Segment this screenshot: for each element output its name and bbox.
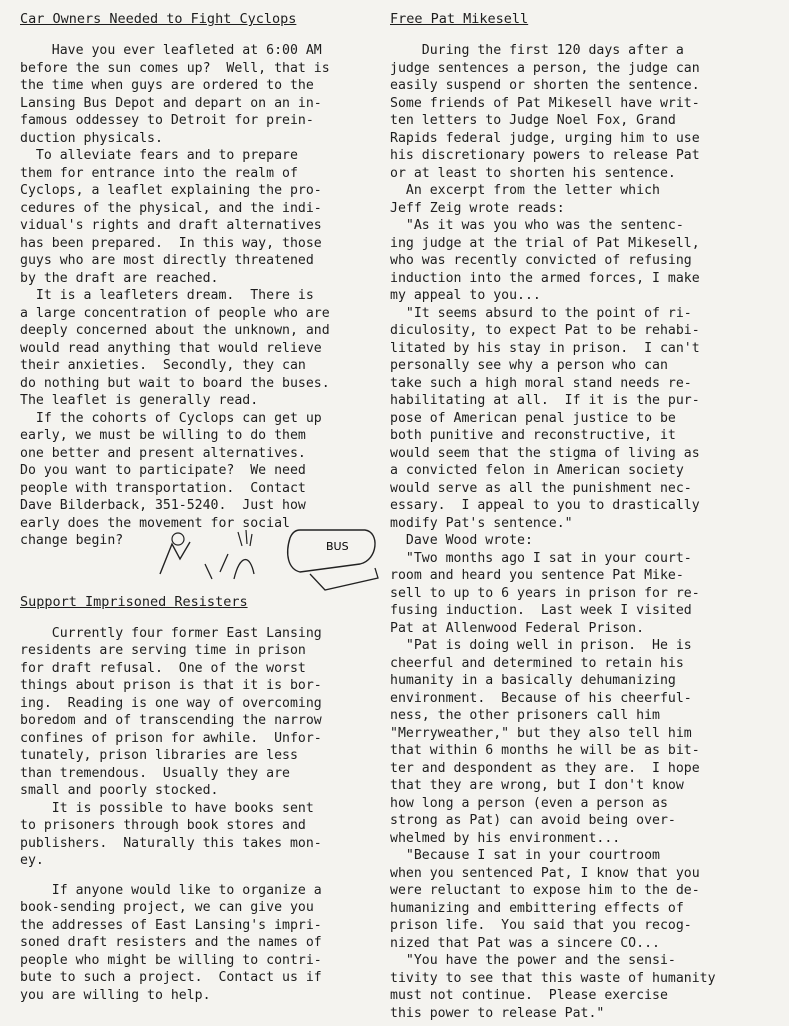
text-line: publishers. Naturally this takes mon- xyxy=(20,835,322,851)
sketch-figure-stroke-2 xyxy=(205,554,254,579)
text-line: Dave Bilderback, 351-5240. Just how xyxy=(20,498,306,513)
text-line: induction into the armed forces, I make xyxy=(390,270,700,286)
text-line: prison life. You said that you recog- xyxy=(390,918,692,933)
right-column xyxy=(390,10,768,1022)
text-line: ey. xyxy=(20,853,44,868)
text-line: has been prepared. In this way, those xyxy=(20,235,322,251)
text-line: sell to up to 6 years in prison for re- xyxy=(390,585,700,601)
text-line: how long a person (even a person as xyxy=(390,795,668,811)
text-line: "Two months ago I sat in your court- xyxy=(390,550,692,566)
text-line: litated by his stay in prison. I can't xyxy=(390,340,700,356)
text-line: people with transportation. Contact xyxy=(20,480,306,496)
text-line: bute to such a project. Contact us if xyxy=(20,970,322,985)
text-line: people who might be willing to contri- xyxy=(20,952,322,968)
text-line: Some friends of Pat Mikesell have writ- xyxy=(390,95,700,111)
text-line: "Because I sat in your courtroom xyxy=(390,848,660,863)
text-line: habilitating at all. If it is the pur- xyxy=(390,393,700,408)
text-line: If anyone would like to organize a xyxy=(20,882,322,898)
text-line: would read anything that would relieve xyxy=(20,340,322,356)
text-line: things about prison is that it is bor- xyxy=(20,678,322,693)
text-line: one better and present alternatives. xyxy=(20,445,306,461)
article-body-support-resisters-continued xyxy=(20,882,380,1005)
article-title-support-resisters: Support Imprisoned Resisters xyxy=(20,593,248,610)
sketch-figure-stroke xyxy=(160,542,190,574)
text-line: humanizing and embittering effects of xyxy=(390,900,684,916)
text-line: take such a high moral stand needs re- xyxy=(390,375,692,391)
text-line: To alleviate fears and to prepare xyxy=(20,148,298,163)
text-line: Have you ever leafleted at 6:00 AM xyxy=(20,43,322,58)
text-line: cheerful and determined to retain his xyxy=(390,655,684,671)
text-line: to prisoners through book stores and xyxy=(20,818,306,833)
text-line: Currently four former East Lansing xyxy=(20,625,322,641)
text-line: you are willing to help. xyxy=(20,987,211,1003)
text-line: "It seems absurd to the point of ri- xyxy=(390,305,692,321)
sketch-bus-label: BUS xyxy=(326,540,349,553)
text-line: fusing induction. Last week I visited xyxy=(390,603,692,618)
text-line: the time when guys are ordered to the xyxy=(20,78,314,93)
text-line: "Merryweather," but they also tell him xyxy=(390,725,692,741)
text-line: essary. I appeal to you to drastically xyxy=(390,498,700,513)
text-line: who was recently convicted of refusing xyxy=(390,253,692,268)
text-line: their anxieties. Secondly, they can xyxy=(20,358,306,373)
left-column xyxy=(20,10,380,1004)
text-line: duction physicals. xyxy=(20,130,163,146)
text-line: vidual's rights and draft alternatives xyxy=(20,218,322,233)
text-line: would serve as all the punishment nec- xyxy=(390,480,692,496)
text-line: small and poorly stocked. xyxy=(20,783,219,798)
text-line: Lansing Bus Depot and depart on an in- xyxy=(20,95,322,111)
text-line: confines of prison for awhile. Unfor- xyxy=(20,730,322,746)
text-line: humanity in a basically dehumanizing xyxy=(390,673,676,688)
text-line: than tremendous. Usually they are xyxy=(20,765,290,781)
text-line: must not continue. Please exercise xyxy=(390,988,668,1003)
text-line: deeply concerned about the unknown, and xyxy=(20,323,330,338)
text-line: cedures of the physical, and the indi- xyxy=(20,200,322,216)
paragraph-gap xyxy=(20,870,380,882)
text-line: "You have the power and the sensi- xyxy=(390,953,676,968)
text-line: by the draft are reached. xyxy=(20,270,219,286)
text-line: that they are wrong, but I don't know xyxy=(390,778,684,793)
text-line: ten letters to Judge Noel Fox, Grand xyxy=(390,113,676,128)
text-line: do nothing but wait to board the buses. xyxy=(20,375,330,391)
text-line: for draft refusal. One of the worst xyxy=(20,660,306,676)
text-line: that within 6 months he will be as bit- xyxy=(390,743,700,758)
text-line: Dave Wood wrote: xyxy=(390,533,533,548)
text-line: early, we must be willing to do them xyxy=(20,428,306,443)
text-line: easily suspend or shorten the sentence. xyxy=(390,78,700,93)
text-line: The leaflet is generally read. xyxy=(20,393,259,408)
article-title-free-pat-mikesell: Free Pat Mikesell xyxy=(390,11,529,27)
text-line: Cyclops, a leaflet explaining the pro- xyxy=(20,183,322,198)
text-line: residents are serving time in prison xyxy=(20,643,306,658)
text-line: nized that Pat was a sincere CO... xyxy=(390,935,660,951)
text-line: If the cohorts of Cyclops can get up xyxy=(20,410,322,426)
text-line: book-sending project, we can give you xyxy=(20,900,314,915)
sketch-exclaim xyxy=(238,530,252,546)
text-line: change begin? xyxy=(20,533,124,548)
text-line: guys who are most directly threatened xyxy=(20,253,314,268)
text-line: ing. Reading is one way of overcoming xyxy=(20,695,322,711)
text-line: were reluctant to expose him to the de- xyxy=(390,883,700,898)
text-line: "As it was you who was the sentenc- xyxy=(390,218,684,233)
text-line: During the first 120 days after a xyxy=(390,43,684,58)
article-body-support-resisters xyxy=(20,625,380,870)
text-line: boredom and of transcending the narrow xyxy=(20,713,322,728)
text-line: Rapids federal judge, urging him to use xyxy=(390,130,700,146)
text-line: Pat at Allenwood Federal Prison. xyxy=(390,620,645,636)
text-line: Do you want to participate? We need xyxy=(20,463,306,478)
text-line: when you sentenced Pat, I know that you xyxy=(390,865,700,881)
text-line: It is a leafleters dream. There is xyxy=(20,288,314,303)
text-line: his discretionary powers to release Pat xyxy=(390,148,700,163)
hand-drawn-bus-sketch xyxy=(150,524,385,594)
text-line: my appeal to you... xyxy=(390,288,541,303)
text-line: ing judge at the trial of Pat Mikesell, xyxy=(390,235,700,251)
text-line: strong as Pat) can avoid being over- xyxy=(390,813,676,828)
text-line: Jeff Zeig wrote reads: xyxy=(390,200,565,216)
text-line: judge sentences a person, the judge can xyxy=(390,60,700,76)
text-line: tivity to see that this waste of humanity xyxy=(390,970,716,986)
text-line: famous oddessey to Detroit for prein- xyxy=(20,113,314,128)
article-body-free-pat-mikesell xyxy=(390,42,768,1022)
text-line: tunately, prison libraries are less xyxy=(20,748,298,763)
article-title-car-owners: Car Owners Needed to Fight Cyclops xyxy=(20,11,297,27)
article-body-car-owners xyxy=(20,42,380,550)
text-line: a large concentration of people who are xyxy=(20,305,330,321)
text-line: both punitive and reconstructive, it xyxy=(390,428,676,443)
text-line: pose of American penal justice to be xyxy=(390,410,676,426)
text-line: environment. Because of his cheerful- xyxy=(390,690,692,706)
text-line: a convicted felon in American society xyxy=(390,463,684,478)
text-line: early does the movement for social xyxy=(20,515,290,531)
text-line: "Pat is doing well in prison. He is xyxy=(390,638,692,653)
text-line: the addresses of East Lansing's impri- xyxy=(20,917,322,933)
text-line: this power to release Pat." xyxy=(390,1005,605,1021)
text-line: whelmed by his environment... xyxy=(390,830,621,846)
text-line: modify Pat's sentence." xyxy=(390,515,573,531)
text-line: before the sun comes up? Well, that is xyxy=(20,60,330,76)
sketch-arrow xyxy=(310,568,378,590)
text-line: soned draft resisters and the names of xyxy=(20,935,322,950)
text-line: An excerpt from the letter which xyxy=(390,183,660,198)
text-line: ness, the other prisoners call him xyxy=(390,708,660,723)
text-line: It is possible to have books sent xyxy=(20,800,314,816)
text-line: them for entrance into the realm of xyxy=(20,165,298,181)
text-line: diculosity, to expect Pat to be rehabi- xyxy=(390,323,700,338)
text-line: personally see why a person who can xyxy=(390,358,668,373)
text-line: would seem that the stigma of living as xyxy=(390,445,700,461)
text-line: room and heard you sentence Pat Mike- xyxy=(390,568,684,583)
text-line: ter and despondent as they are. I hope xyxy=(390,760,700,776)
sketch-head xyxy=(172,533,184,545)
text-line: or at least to shorten his sentence. xyxy=(390,165,676,181)
